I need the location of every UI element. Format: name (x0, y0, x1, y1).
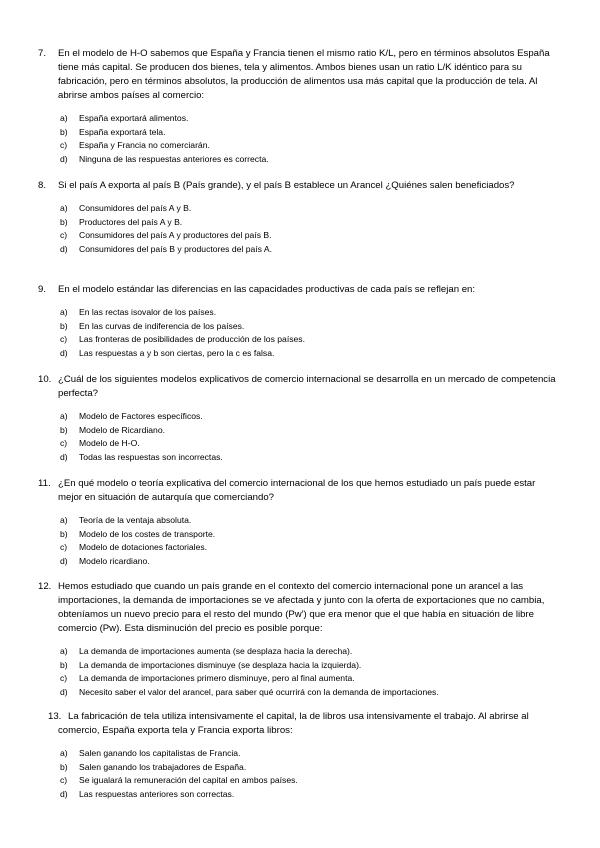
option-text: Se igualará la remuneración del capital en ambos países. (79, 775, 298, 786)
option-a (38, 747, 558, 761)
option-letter: a) (60, 515, 68, 525)
answer-options (38, 514, 558, 568)
option-c (38, 333, 558, 347)
option-letter: c) (60, 230, 68, 241)
question-7 (38, 47, 558, 166)
option-text: España y Francia no comerciarán. (79, 140, 210, 151)
option-a (38, 514, 558, 528)
option-letter: b) (60, 761, 68, 772)
question-number: 10. (38, 374, 52, 385)
option-b (38, 216, 558, 230)
option-d (38, 555, 558, 569)
option-letter: c) (60, 542, 68, 553)
option-letter: b) (60, 528, 68, 539)
option-text: Modelo de Ricardiano. (79, 424, 165, 435)
option-text: La demanda de importaciones disminuye (se desplaza hacia la izquierda). (79, 659, 362, 670)
question-8 (38, 179, 558, 256)
option-text: Productores del país A y B. (79, 216, 183, 227)
option-text: En las rectas isovalor de los países. (79, 307, 217, 317)
option-c (38, 541, 558, 555)
option-text: Las fronteras de posibilidades de producción de los países. (79, 334, 305, 345)
option-c (38, 437, 558, 451)
option-text: Modelo ricardiano. (79, 555, 150, 566)
question-text: En el modelo de H-O sabemos que España y Francia tienen el mismo ratio K/L, pero en términos absolutos España tiene más capital. Se producen dos bienes, tela y alimentos. Ambos bienes usan un ratio L/K idéntico para su fabricación, pero en términos absolutos, la producción de alimentos usa más capital que la producción de tela. Al abrirse ambos países al comercio: (58, 48, 550, 101)
question-number: 12. (38, 581, 52, 592)
question-number: 7. (38, 48, 47, 59)
option-text: La demanda de importaciones aumenta (se desplaza hacia la derecha). (79, 646, 353, 656)
option-letter: b) (60, 659, 68, 670)
option-b (38, 528, 558, 542)
option-text: Salen ganando los capitalistas de Francia. (79, 748, 241, 758)
option-a (38, 202, 558, 216)
option-text: Modelo de dotaciones factoriales. (79, 542, 208, 553)
option-c (38, 139, 558, 153)
option-text: Modelo de Factores específicos. (79, 411, 203, 421)
answer-options (38, 306, 558, 360)
option-text: La demanda de importaciones primero disminuye, pero al final aumenta. (79, 673, 355, 684)
option-letter: b) (60, 126, 68, 137)
option-a (38, 306, 558, 320)
answer-options (38, 645, 558, 699)
option-letter: c) (60, 334, 68, 345)
option-letter: c) (60, 673, 68, 684)
option-letter: d) (60, 451, 68, 462)
option-letter: c) (60, 438, 68, 449)
question-text: Hemos estudiado que cuando un país grande en el contexto del comercio internacional pone un arancel a las importaciones, la demanda de importaciones se ve afectada y junto con la oferta de exportaciones que no cambia, obteníamos un nuevo precio para el resto del mundo (Pw') que era menor que el que había en situación de libre comercio (Pw). Esta disminución del precio es posible porque: (58, 581, 545, 634)
question-text: En el modelo estándar las diferencias en las capacidades productivas de cada país se reflejan en: (58, 284, 476, 295)
option-letter: b) (60, 320, 68, 331)
answer-options (38, 202, 558, 256)
question-12 (38, 580, 558, 699)
option-text: España exportará tela. (79, 126, 166, 137)
option-letter: a) (60, 307, 68, 317)
option-text: Modelo de los costes de transporte. (79, 528, 216, 539)
option-text: Todas las respuestas son incorrectas. (79, 451, 223, 462)
question-stem (38, 710, 558, 738)
question-13 (38, 710, 558, 801)
option-d (38, 788, 558, 802)
option-letter: a) (60, 646, 68, 656)
option-letter: d) (60, 347, 68, 358)
option-letter: b) (60, 216, 68, 227)
question-stem (38, 179, 558, 193)
option-letter: d) (60, 153, 68, 164)
option-text: Consumidores del país B y productores del país A. (79, 243, 272, 254)
option-c (38, 774, 558, 788)
option-a (38, 112, 558, 126)
option-text: Teoría de la ventaja absoluta. (79, 515, 192, 525)
option-letter: c) (60, 775, 68, 786)
option-letter: a) (60, 411, 68, 421)
question-stem (38, 477, 558, 505)
option-text: Las respuestas anteriores son correctas. (79, 788, 235, 799)
answer-options (38, 112, 558, 166)
option-b (38, 424, 558, 438)
option-text: Consumidores del país A y productores del país B. (79, 230, 272, 241)
question-9 (38, 283, 558, 360)
option-d (38, 686, 558, 700)
option-a (38, 410, 558, 424)
question-number: 13. (48, 711, 62, 722)
option-letter: d) (60, 686, 68, 697)
option-letter: d) (60, 788, 68, 799)
option-letter: a) (60, 748, 68, 758)
option-letter: a) (60, 113, 68, 123)
option-text: Necesito saber el valor del arancel, para saber qué ocurrirá con la demanda de importaciones. (79, 686, 439, 697)
option-c (38, 672, 558, 686)
option-b (38, 659, 558, 673)
question-11 (38, 477, 558, 568)
question-text: La fabricación de tela utiliza intensivamente el capital, la de libros usa intensivamente el trabajo. Al abrirse al comercio, España exporta tela y Francia exporta libros: (58, 711, 529, 736)
option-d (38, 347, 558, 361)
question-stem (38, 283, 558, 297)
option-c (38, 229, 558, 243)
question-stem (38, 47, 558, 103)
option-b (38, 320, 558, 334)
question-number: 9. (38, 284, 47, 295)
option-b (38, 126, 558, 140)
option-d (38, 243, 558, 257)
option-b (38, 761, 558, 775)
question-number: 11. (38, 478, 51, 489)
option-a (38, 645, 558, 659)
question-text: Si el país A exporta al país B (País grande), y el país B establece un Arancel ¿Quiénes salen beneficiados? (58, 180, 515, 191)
option-text: En las curvas de indiferencia de los países. (79, 320, 245, 331)
option-letter: a) (60, 203, 68, 213)
question-stem (38, 373, 558, 401)
option-d (38, 451, 558, 465)
option-letter: c) (60, 140, 68, 151)
option-text: España exportará alimentos. (79, 113, 189, 123)
option-text: Salen ganando los trabajadores de España. (79, 761, 247, 772)
question-text: ¿Cuál de los siguientes modelos explicativos de comercio internacional se desarrolla en un mercado de competencia perfecta? (58, 374, 556, 399)
option-d (38, 153, 558, 167)
answer-options (38, 747, 558, 801)
option-text: Modelo de H-O. (79, 438, 140, 449)
question-stem (38, 580, 558, 636)
option-letter: b) (60, 424, 68, 435)
question-text: ¿En qué modelo o teoría explicativa del comercio internacional de los que hemos estudiado un país puede estar mejor en situación de autarquía que comerciando? (58, 478, 536, 503)
option-text: Ninguna de las respuestas anteriores es correcta. (79, 153, 269, 164)
question-number: 8. (38, 180, 47, 191)
option-text: Las respuestas a y b son ciertas, pero la c es falsa. (79, 347, 275, 358)
question-10 (38, 373, 558, 464)
option-letter: d) (60, 555, 68, 566)
option-letter: d) (60, 243, 68, 254)
answer-options (38, 410, 558, 464)
option-text: Consumidores del país A y B. (79, 203, 192, 213)
